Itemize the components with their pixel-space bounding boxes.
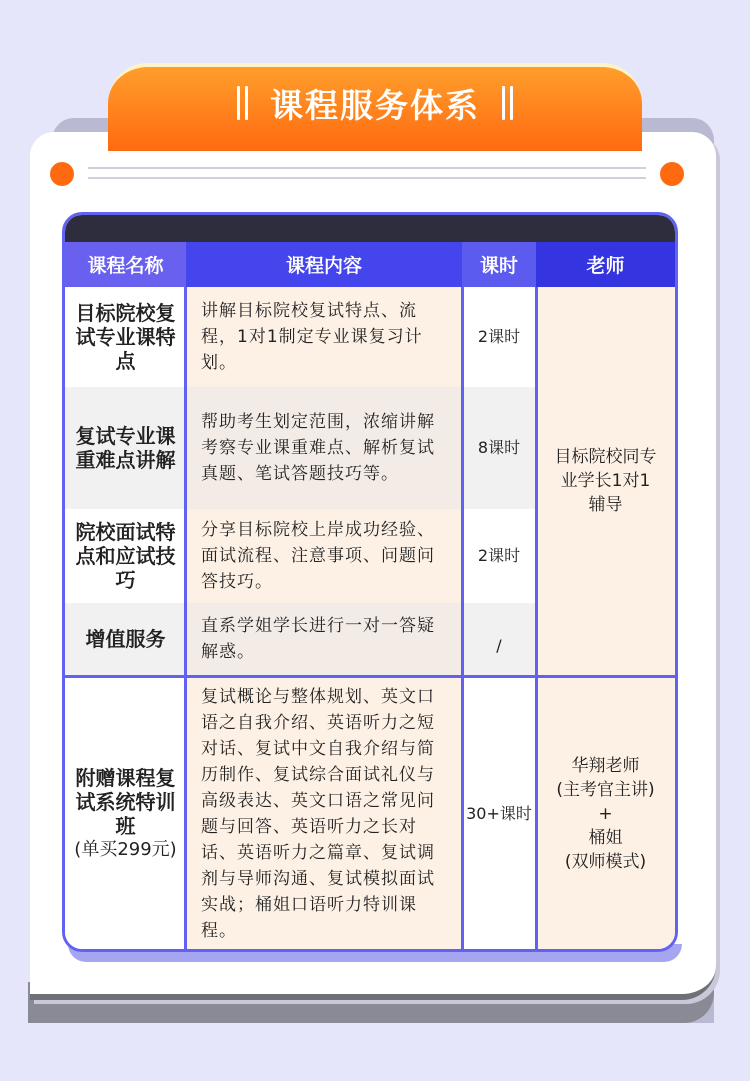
course-content-cell: 讲解目标院校复试特点、流程，1对1制定专业课复习计划。: [186, 287, 462, 387]
grid-line: [535, 287, 538, 952]
bonus-course-name: 附赠课程复试系统特训班: [75, 766, 176, 838]
teacher-plus: +: [598, 804, 613, 824]
course-name-cell: 目标院校复试专业课特点: [65, 287, 186, 387]
course-content-cell: 帮助考生划定范围，浓缩讲解考察专业课重难点、解析复试真题、笔试答题技巧等。: [186, 387, 462, 509]
left-dot-icon: [50, 162, 74, 186]
header-course-content: 课程内容: [186, 242, 462, 287]
grid-line: [461, 287, 464, 952]
course-hours-cell: /: [462, 603, 536, 675]
course-hours-cell: 2课时: [462, 509, 536, 603]
course-name-cell: 复试专业课重难点讲解: [65, 387, 186, 509]
divider-line: [88, 167, 646, 169]
grid-line: [65, 675, 675, 678]
course-hours-cell: 2课时: [462, 287, 536, 387]
course-content-cell: 直系学姐学长进行一对一答疑解惑。: [186, 603, 462, 675]
table-top-bar: [65, 215, 675, 242]
title-left-bars-icon: [237, 86, 248, 120]
course-table: [62, 212, 678, 952]
teacher-cell: 目标院校同专业学长1对1辅导: [536, 287, 675, 675]
bonus-name-cell: [65, 678, 186, 950]
header-course-name: 课程名称: [65, 242, 186, 287]
bonus-hours-cell: 30+课时: [462, 678, 536, 950]
course-name-cell: 增值服务: [65, 603, 186, 675]
course-content-cell: 分享目标院校上岸成功经验、面试流程、注意事项、问题问答技巧。: [186, 509, 462, 603]
teacher-role-2: (双师模式): [564, 852, 647, 872]
bonus-content-cell: 复试概论与整体规划、英文口语之自我介绍、英语听力之短对话、复试中文自我介绍与简历制作、复试综合面试礼仪与高级表达、英文口语之常见问题与回答、英语听力之长对话、英语听力之篇章、复试调剂与导师沟通、复试模拟面试实战；桶姐口语听力特训课程。: [186, 678, 462, 950]
grid-line: [184, 287, 187, 952]
bonus-teacher-cell: [536, 678, 675, 950]
teacher-name-2: 桶姐: [588, 828, 623, 848]
page-title: 课程服务体系: [270, 85, 480, 125]
course-name-cell: 院校面试特点和应试技巧: [65, 509, 186, 603]
right-dot-icon: [660, 162, 684, 186]
title-right-bars-icon: [502, 86, 513, 120]
teacher-role-1: (主考官主讲): [556, 780, 655, 800]
header-teacher: 老师: [536, 242, 675, 287]
title-bar: [108, 76, 642, 130]
teacher-name-1: 华翔老师: [571, 756, 640, 776]
course-hours-cell: 8课时: [462, 387, 536, 509]
divider-line: [88, 177, 646, 179]
bonus-course-price: (单买299元): [74, 839, 177, 860]
header-hours: 课时: [462, 242, 536, 287]
